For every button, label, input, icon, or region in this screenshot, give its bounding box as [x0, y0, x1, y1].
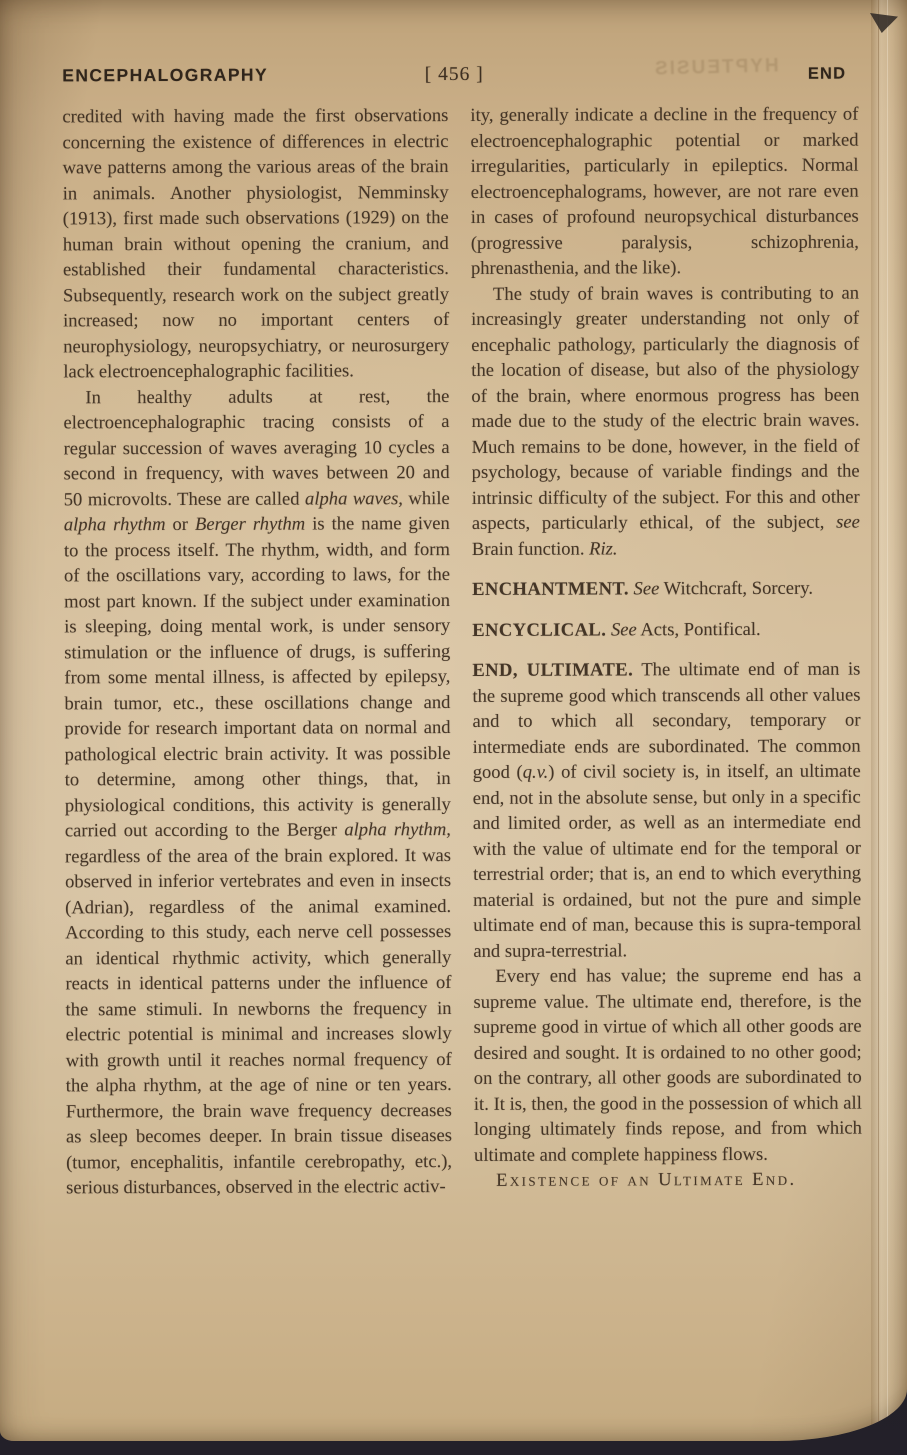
text-segment: q.v.	[522, 761, 549, 783]
text-segment: see	[836, 511, 860, 533]
text-segment: alpha rhythm,	[344, 819, 451, 841]
column-left	[62, 103, 452, 1201]
column-right	[470, 102, 862, 1194]
page-number: [ 456 ]	[424, 63, 484, 86]
text-segment: alpha waves,	[304, 487, 403, 510]
paragraph	[472, 657, 861, 964]
text-segment: ) of civil society is, in itself, an ultimate end, not in the absolute sense, but only in a specific and limited order, as well as an intermediate end with the value of ultimate end for the temporal or terrestrial order; that is, an end to which everything material is ordained, but not the pure and simple ultimate end of man, because this is supra-temporal and supra-terrestrial.	[472, 760, 862, 962]
text-segment: ity, generally indicate a decline in the frequency of electroencephalographic potential or marked irregularities, particularly in epileptics. Normal electroencephalograms, however, are not rare even in cases of profound neuropsychical disturbances (progressive paralysis, schizophrenia, phrenasthenia, and the like).	[470, 103, 859, 279]
text-segment: END, ULTIMATE.	[472, 659, 634, 681]
text-segment: Berger rhythm	[194, 513, 306, 535]
paragraph	[62, 103, 449, 385]
running-head	[62, 63, 846, 92]
text-segment: In healthy adults at rest, the electroencephalographic tracing consists of a regular succession of waves averaging 10 cycles a second in frequency, with waves between 20 and 50 microvolts. These are called	[63, 385, 450, 510]
text-segment: The study of brain waves is contributing to an increasingly greater understanding not only of encephalic pathology, particularly the diagnosis of the location of disease, but also of the physiology of the brain, where enormous progress has been made due to the study of the electric brain waves. Much remains to be done, however, in the field of psychology, because of variable findings and the intrinsic difficulty of the subject. For this and other aspects, particularly ethical, of the subject,	[471, 282, 860, 534]
text-segment: alpha rhythm	[63, 514, 166, 536]
text-segment: See	[610, 618, 637, 640]
paragraph	[471, 280, 860, 562]
paragraph	[472, 616, 860, 643]
show-through-text: HYPTEUSIS	[653, 55, 780, 80]
text-segment: Every end has value; the supreme end has a supreme value. The ultimate end, therefore, is the supreme good in virtue of which all other goods are desired and sought. It is ordained to no other good; on the contrary, all other goods are subordinated to it. It is, then, the good in the possession of which all longing ultimately finds repose, and from which ultimate and complete happiness flows.	[473, 964, 862, 1166]
text-segment: is the name given to the process itself. The rhythm, width, and form of the oscillations vary, according to laws, for the most part known. If the subject under examination is sleeping, doing mental work, is under sensory stimulation or the influence of drugs, is suffering from some mental illness, is affected by epilepsy, brain tumor, etc., these oscillations change and provide for research important data on normal and pathological electric brain activity. It was possible to determine, among other things, that, in physiological conditions, this activity is generally carried out according to the Berger	[63, 513, 451, 842]
text-segment: while	[402, 487, 450, 509]
paragraph	[472, 576, 860, 603]
paragraph	[470, 102, 859, 282]
paragraph	[63, 384, 452, 1201]
text-segment: ENCYCLICAL.	[472, 618, 607, 641]
running-head-title-left: ENCEPHALOGRAPHY	[62, 64, 269, 86]
paragraph	[473, 963, 862, 1168]
text-segment: regardless of the area of the brain explored. It was observed in inferior vertebrates and even in insects (Adrian), regardless of the animal examined. According to this study, each nerve cell possesses an identical rhythmic activity, which generally reacts in identical patterns under the influence of the same stimuli. In newborns the frequency in electric potential is minimal and increases slowly with growth until it reaches normal frequency of the alpha rhythm, at the age of nine or ten years. Furthermore, the brain wave frequency decreases as sleep becomes deeper. In brain tissue diseases (tumor, encephalitis, infantile cerebropathy, etc.), serious disturbances, observed in the electric activ-	[64, 844, 453, 1199]
text-segment: Brain function.	[471, 538, 590, 560]
text-segment: The ultimate end of man is the supreme good which transcends all other values and to which all secondary, temporary or intermediate ends are subordinated. The common good (	[472, 658, 861, 783]
text-segment: See	[633, 578, 660, 600]
text-segment: or	[165, 513, 195, 536]
running-head-title-right: END	[807, 64, 847, 83]
text-segment: Existence of an Ultimate End.	[496, 1168, 797, 1191]
text-segment: Acts, Pontifical.	[636, 618, 761, 640]
text-segment: Witchcraft, Sorcery.	[659, 577, 814, 600]
text-segment: credited with having made the first observations concerning the existence of differences in electric wave patterns among the various areas of the brain in animals. Another physiologist, Nemminsky (1913), first made such observations (1929) on the human brain without opening the cranium, and established their fundamental characteristics. Subsequently, research work on the subject greatly increased; now no important centers of neurophysiology, neuropsychiatry, or neurosurgery lack electroencephalographic facilities.	[62, 105, 450, 383]
paragraph	[474, 1167, 862, 1194]
text-segment: ENCHANTMENT.	[472, 578, 629, 600]
text-segment: Riz.	[589, 537, 618, 560]
